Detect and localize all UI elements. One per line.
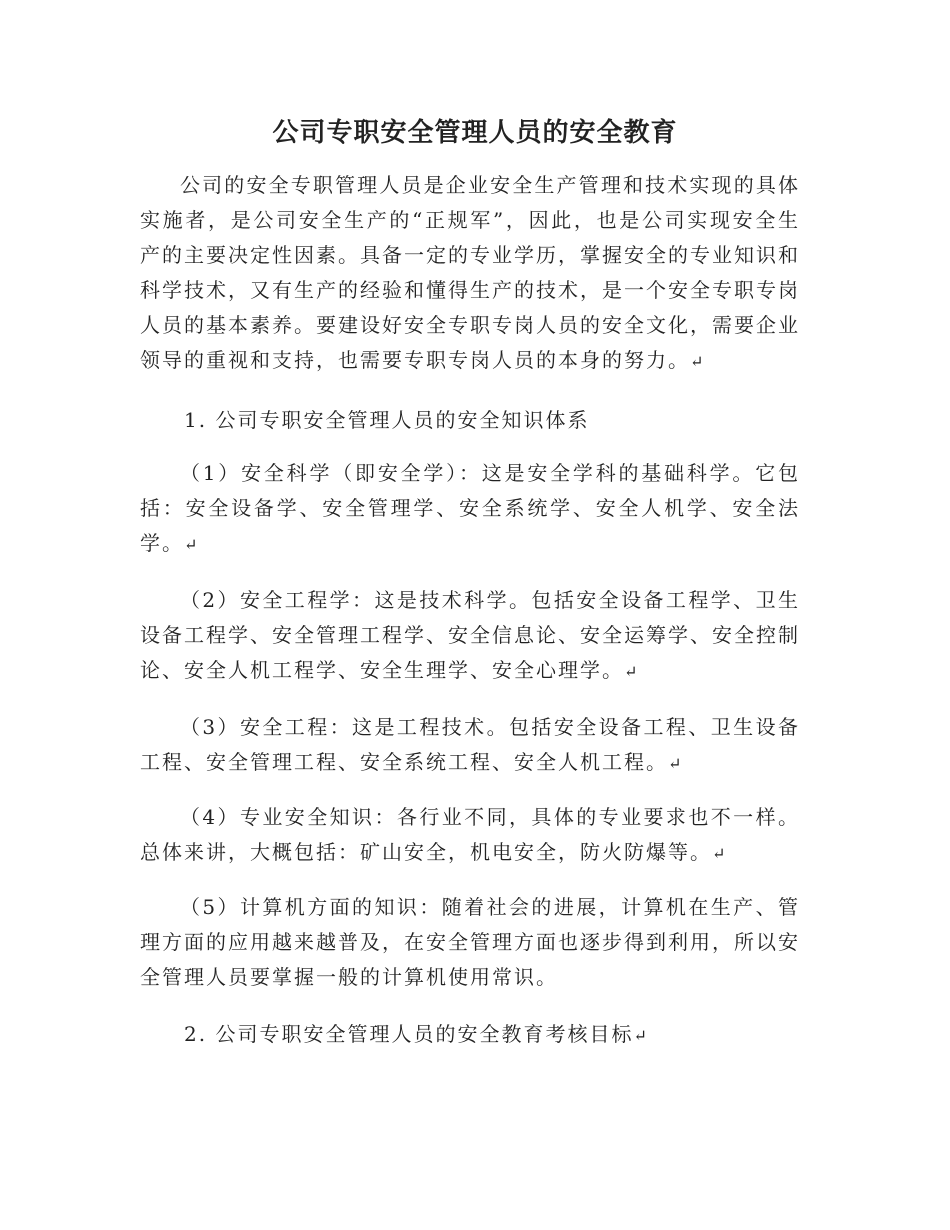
paragraph-mark-icon: ↵ — [633, 1026, 647, 1045]
intro-block — [140, 168, 800, 379]
item-3-block — [140, 710, 800, 781]
paragraph-mark-icon: ↵ — [690, 352, 704, 371]
paragraph-mark-icon: ↵ — [184, 535, 198, 554]
document-title: 公司专职安全管理人员的安全教育 — [272, 118, 678, 148]
section-1-heading: 1. 公司专职安全管理人员的安全知识体系 — [184, 408, 590, 432]
intro-paragraph: 公司的安全专职管理人员是企业安全生产管理和技术实现的具体实施者，是公司安全生产的“正规军”，因此，也是公司实现安全生产的主要决定性因素。具备一定的专业学历，掌握安全的专业知识和科学技术，又有生产的经验和懂得生产的技术，是一个安全专职专岗人员的基本素养。要建设好安全专职专岗人员的安全文化，需要企业领导的重视和支持，也需要专职专岗人员的本身的努力。 — [140, 173, 800, 372]
item-3-paragraph: （3）安全工程：这是工程技术。包括安全设备工程、卫生设备工程、安全管理工程、安全系统工程、安全人机工程。 — [140, 715, 800, 774]
item-2-paragraph: （2）安全工程学：这是技术科学。包括安全设备工程学、卫生设备工程学、安全管理工程学、安全信息论、安全运筹学、安全控制论、安全人机工程学、安全生理学、安全心理学。 — [140, 588, 800, 682]
item-2-block — [140, 583, 800, 689]
item-1-block — [140, 456, 800, 562]
paragraph-mark-icon: ↵ — [668, 754, 682, 773]
paragraph-mark-icon: ↵ — [624, 662, 638, 681]
item-1-paragraph: （1）安全科学（即安全学）：这是安全学科的基础科学。它包括：安全设备学、安全管理学、安全系统学、安全人机学、安全法学。 — [140, 461, 800, 555]
section-2-block — [140, 1017, 800, 1053]
item-4-block — [140, 800, 800, 871]
item-5-block — [140, 890, 800, 995]
item-4-paragraph: （4）专业安全知识：各行业不同，具体的专业要求也不一样。总体来讲，大概包括：矿山安全，机电安全，防火防爆等。 — [140, 805, 800, 864]
section-2-heading: 2. 公司专职安全管理人员的安全教育考核目标 — [184, 1022, 634, 1046]
item-5-paragraph: （5）计算机方面的知识：随着社会的进展，计算机在生产、管理方面的应用越来越普及，在安全管理方面也逐步得到利用，所以安全管理人员要掌握一般的计算机使用常识。 — [140, 895, 800, 989]
section-1-block — [140, 403, 800, 438]
paragraph-mark-icon: ↵ — [712, 844, 726, 863]
